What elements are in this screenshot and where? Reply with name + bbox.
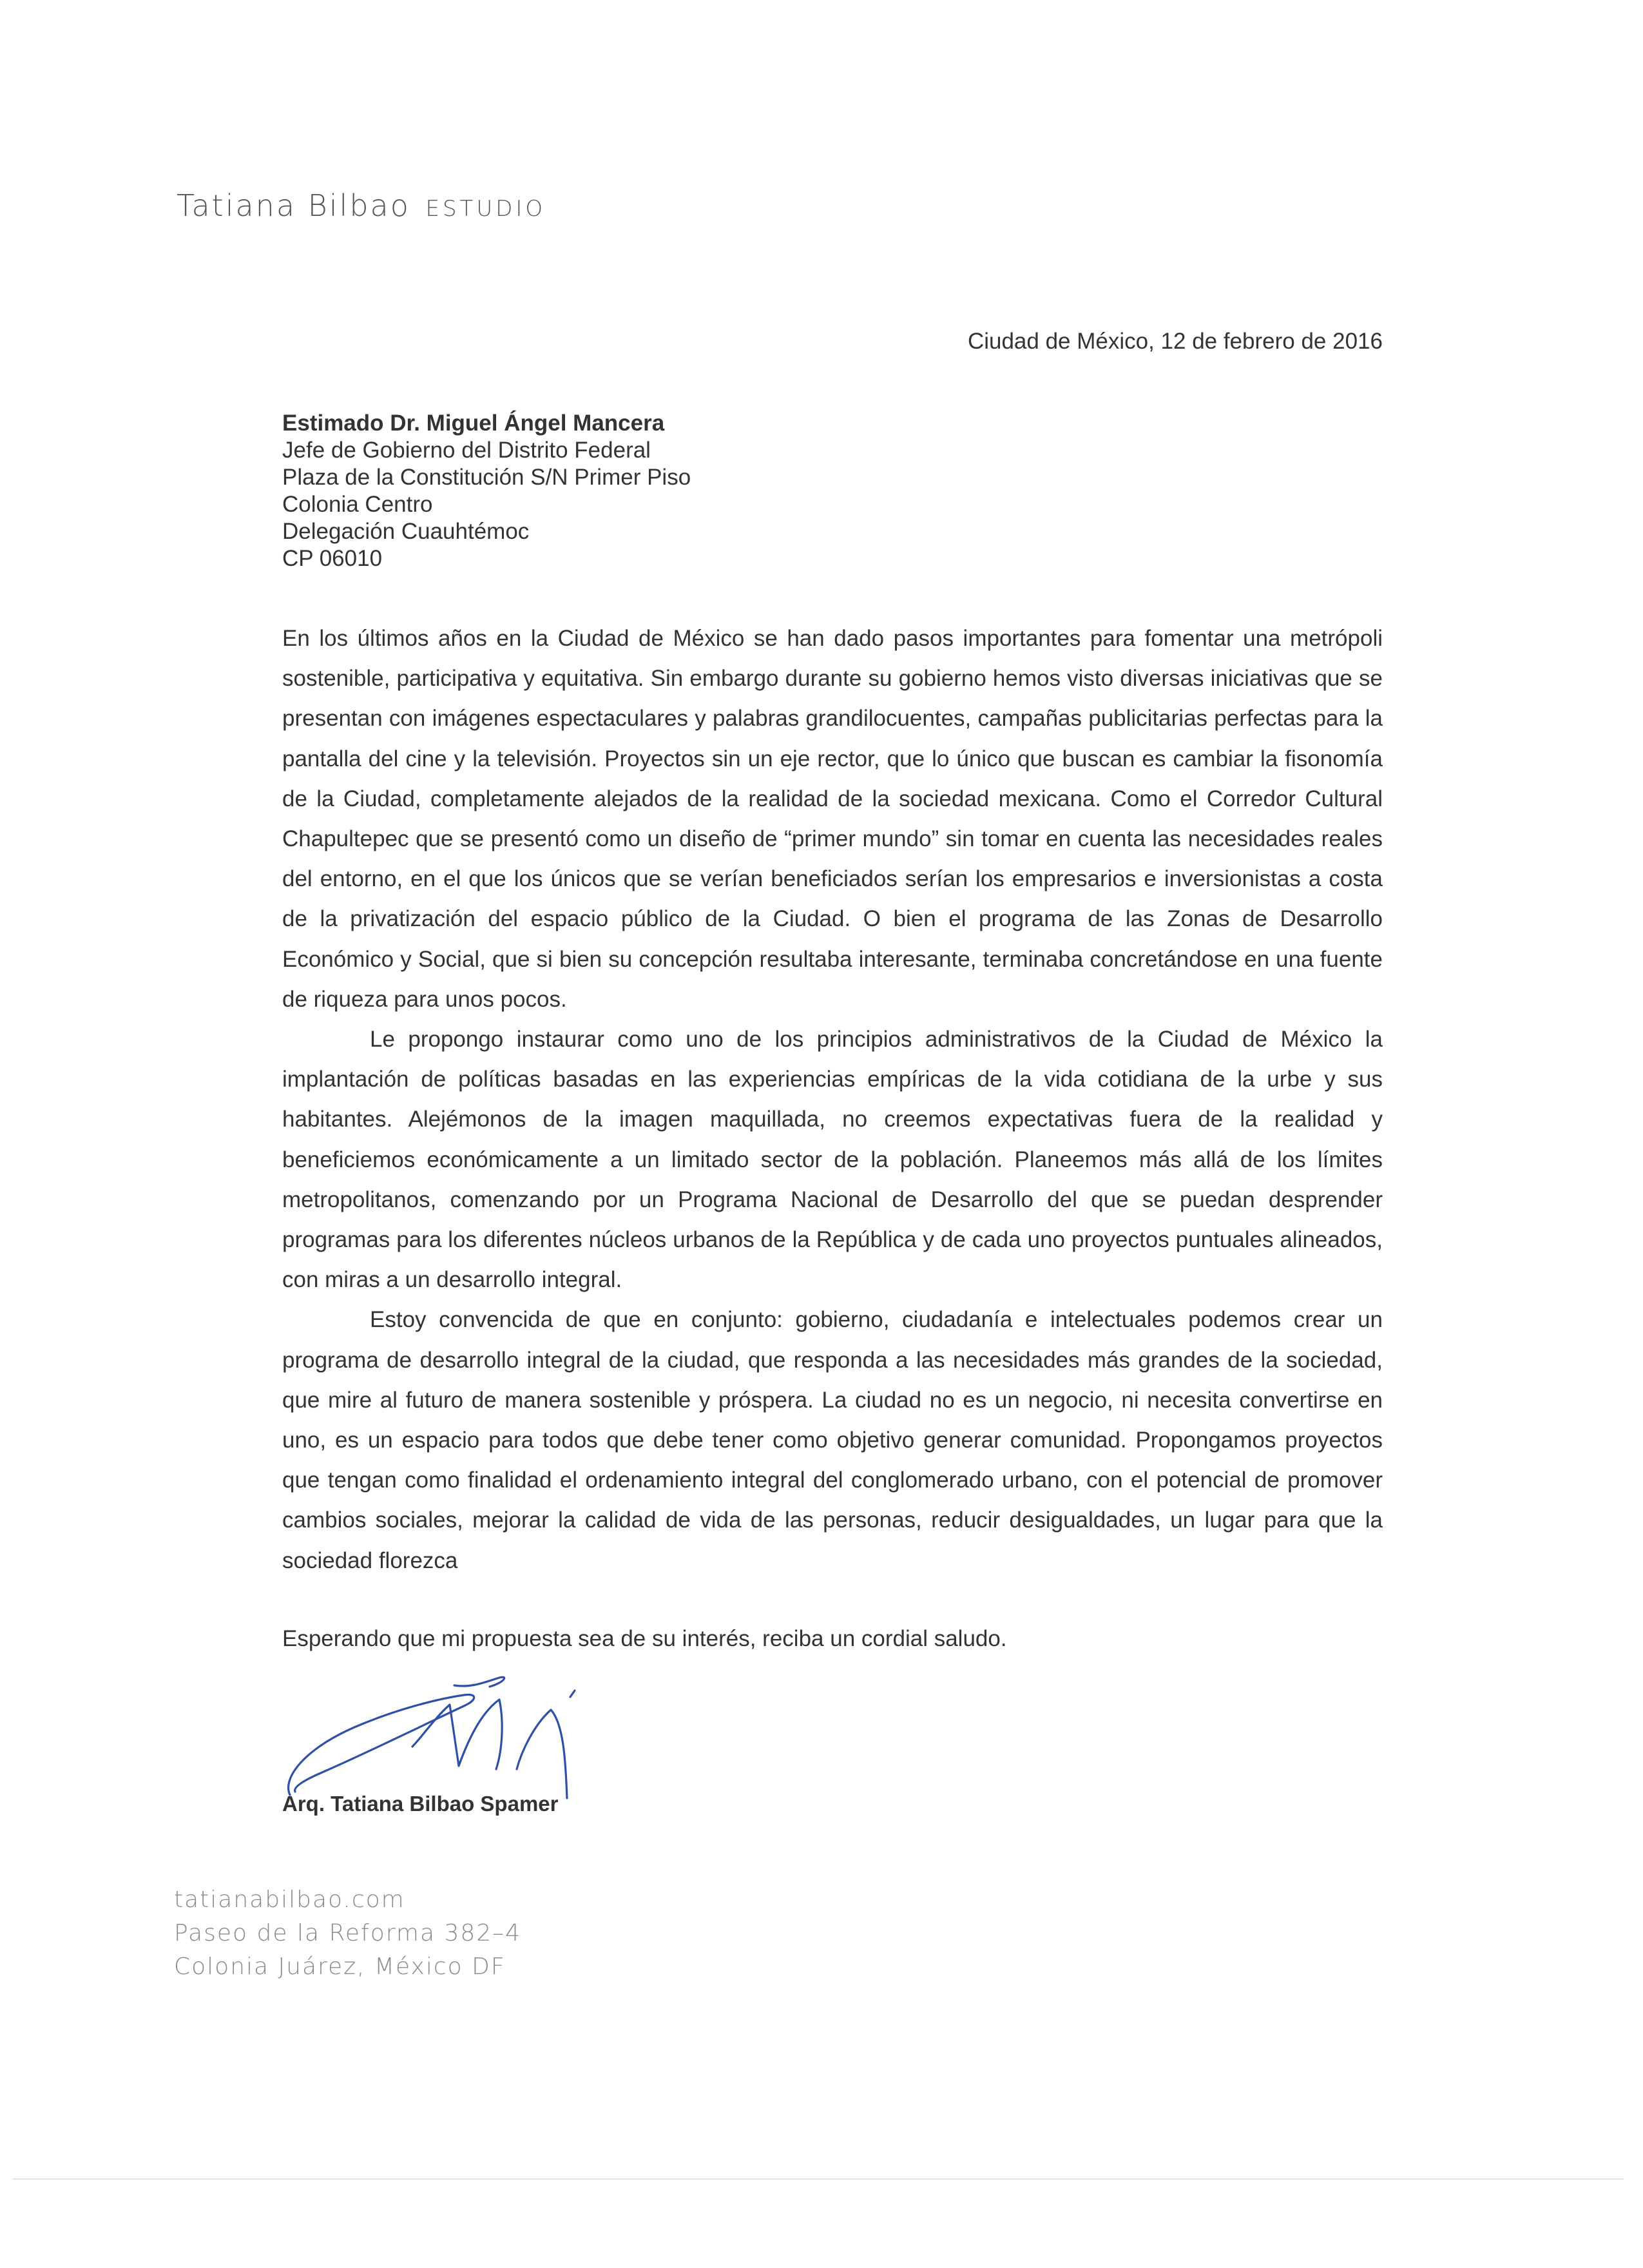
recipient-street: Plaza de la Constitución S/N Primer Piso xyxy=(282,465,691,490)
body-paragraph-1: En los últimos años en la Ciudad de México se han dado pasos importantes para fomentar una metrópoli sostenible, participativa y equitativa. Sin embargo durante su gobierno hemos visto diversas iniciativas que se presentan con imágenes espectaculares y palabras grandilocuentes, campañas publicitarias perfectas para la pantalla del cine y la televisión. Proyectos sin un eje rector, que lo único que buscan es cambiar la fisonomía de la Ciudad, completamente alejados de la realidad de la sociedad mexicana. Como el Corredor Cultural Chapultepec que se presentó como un diseño de “primer mundo” sin tomar en cuenta las necesidades reales del entorno, en el que los únicos que se verían beneficiados serían los empresarios e inversionistas a costa de la privatización del espacio público de la Ciudad. O bien el programa de las Zonas de Desarrollo Económico y Social, que si bien su concepción resultaba interesante, terminaba concretándose en una fuente de riqueza para unos pocos. xyxy=(282,626,1383,1012)
body-paragraph-2: Le propongo instaurar como uno de los principios administrativos de la Ciudad de México la implantación de políticas basadas en las experiencias empíricas de la vida cotidiana de la urbe y sus habitantes. Alejémonos de la imagen maquillada, no creemos expectativas fuera de la realidad y beneficiemos económicamente a un limitado sector de la población. Planeemos más allá de los límites metropolitanos, comenzando por un Programa Nacional de Desarrollo del que se puedan desprender programas para los diferentes núcleos urbanos de la República y de cada uno proyectos puntuales alineados, con miras a un desarrollo integral. xyxy=(282,1027,1383,1293)
footer-city: Colonia Juárez, México DF xyxy=(174,1953,506,1980)
letterhead-name: Tatiana Bilbao xyxy=(177,188,410,223)
page-divider xyxy=(13,2178,1624,2180)
closing-line: Esperando que mi propuesta sea de su interés, reciba un cordial saludo. xyxy=(282,1626,1007,1651)
handwritten-signature xyxy=(277,1660,644,1814)
recipient-delegacion: Delegación Cuauhtémoc xyxy=(282,519,530,544)
recipient-title: Jefe de Gobierno del Distrito Federal xyxy=(282,438,651,463)
body-paragraph-3: Estoy convencida de que en conjunto: gobierno, ciudadanía e intelectuales podemos crear un programa de desarrollo integral de la ciudad, que responda a las necesidades más grandes de la sociedad, que mire al futuro de manera sostenible y próspera. La ciudad no es un negocio, ni necesita convertirse en uno, es un espacio para todos que debe tener como objetivo generar comunidad. Propongamos proyectos que tengan como finalidad el ordenamiento integral del conglomerado urbano, con el potencial de promover cambios sociales, mejorar la calidad de vida de las personas, reducir desigualdades, un lugar para que la sociedad florezca xyxy=(282,1307,1383,1573)
recipient-greeting: Estimado Dr. Miguel Ángel Mancera xyxy=(282,411,665,436)
letter-date: Ciudad de México, 12 de febrero de 2016 xyxy=(967,329,1383,354)
recipient-postal-code: CP 06010 xyxy=(282,546,383,571)
footer-website: tatianabilbao.com xyxy=(174,1886,405,1913)
footer-street: Paseo de la Reforma 382–4 xyxy=(174,1920,522,1946)
signer-name: Arq. Tatiana Bilbao Spamer xyxy=(282,1792,559,1816)
recipient-colonia: Colonia Centro xyxy=(282,492,433,517)
letterhead-studio: ESTUDIO xyxy=(425,196,546,222)
letterhead xyxy=(177,188,546,223)
footer-contact xyxy=(174,1883,521,1984)
recipient-address xyxy=(282,410,691,572)
letter-body xyxy=(282,619,1383,1581)
